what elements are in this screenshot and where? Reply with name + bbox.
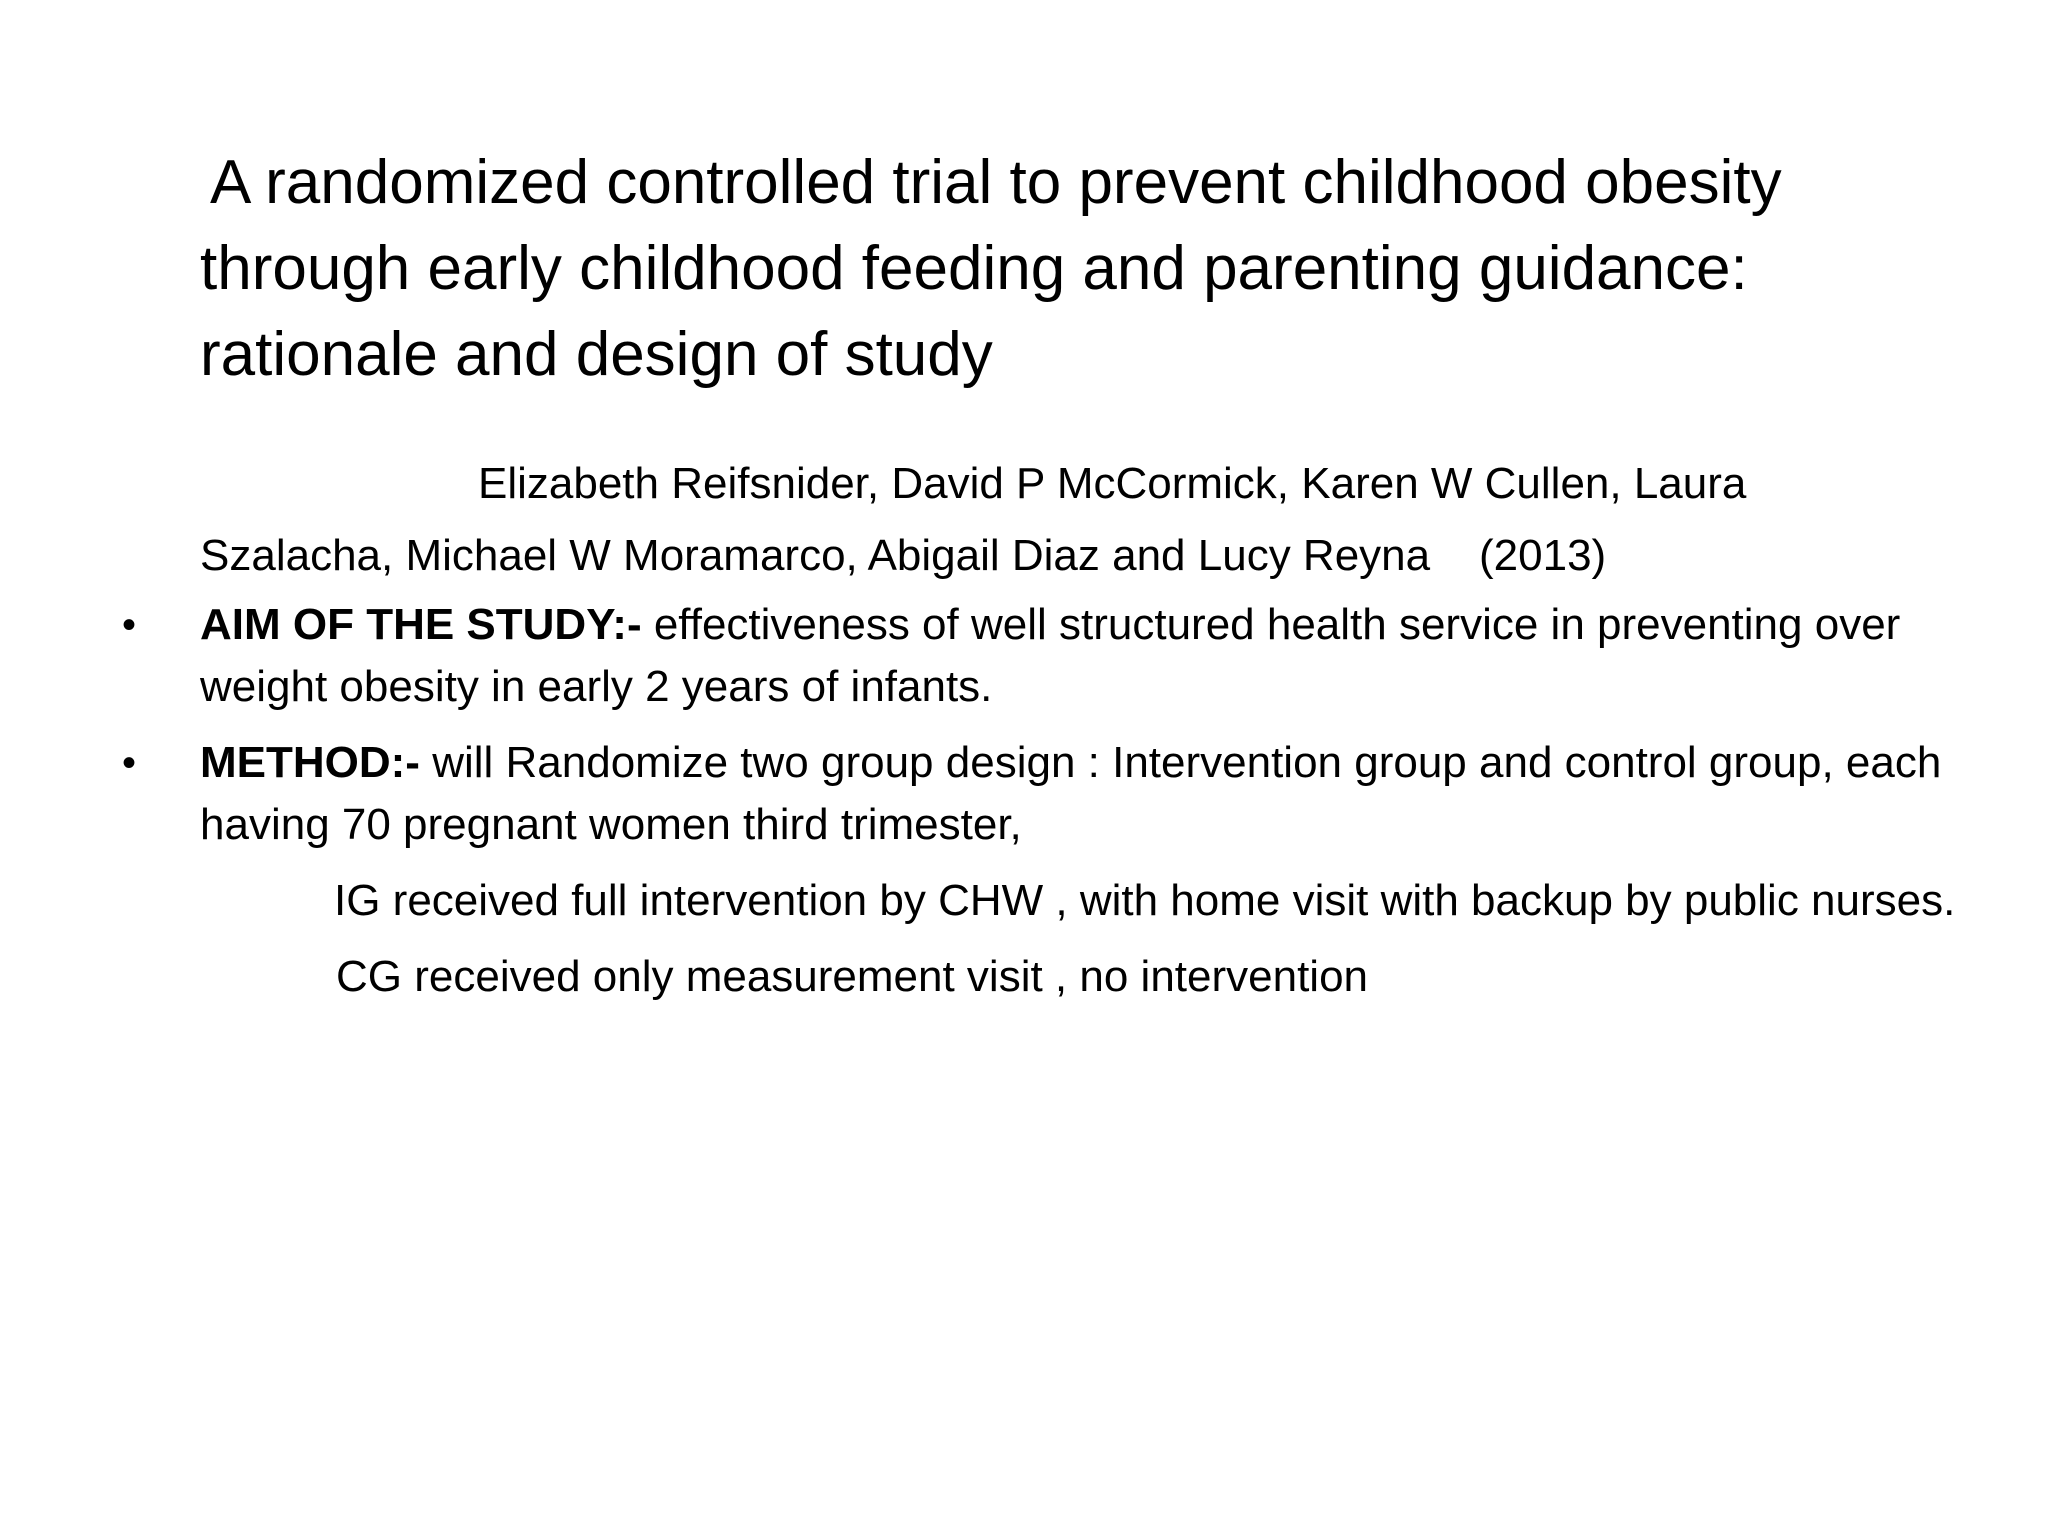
bullet-dot-icon: • <box>122 603 137 647</box>
cg-text: CG received only measurement visit , no intervention <box>336 952 1369 1001</box>
authors-line: Szalacha, Michael W Moramarco, Abigail Diaz and Lucy Reyna (2013) <box>200 531 1607 580</box>
method-text: will Randomize two group design : Intervention group and control group, each having 70 pregnant women third trimester, <box>200 738 1942 849</box>
title-line: A randomized controlled trial to prevent childhood obesity <box>210 148 1782 217</box>
bullet-list <box>122 594 1960 856</box>
method-bullet <box>122 732 1960 856</box>
cg-paragraph <box>200 946 1960 1008</box>
aim-bullet <box>122 594 1960 718</box>
bullet-dot-icon: • <box>122 741 137 785</box>
slide-body <box>122 448 1960 1008</box>
ig-paragraph <box>198 870 1960 932</box>
aim-text: effectiveness of well structured health service in preventing over weight obesity in early 2 years of infants. <box>200 600 1901 711</box>
title-line: through early childhood feeding and parenting guidance: <box>200 234 1748 303</box>
authors-citation <box>200 448 1960 592</box>
title-line: rationale and design of study <box>200 320 993 389</box>
method-label: METHOD:- <box>200 738 420 787</box>
ig-text: IG received full intervention by CHW , with home visit with backup by public nurses. <box>334 876 1956 925</box>
aim-label: AIM OF THE STUDY:- <box>200 600 642 649</box>
slide-title <box>200 140 1880 398</box>
authors-line: Elizabeth Reifsnider, David P McCormick, Karen W Cullen, Laura <box>478 459 1747 508</box>
